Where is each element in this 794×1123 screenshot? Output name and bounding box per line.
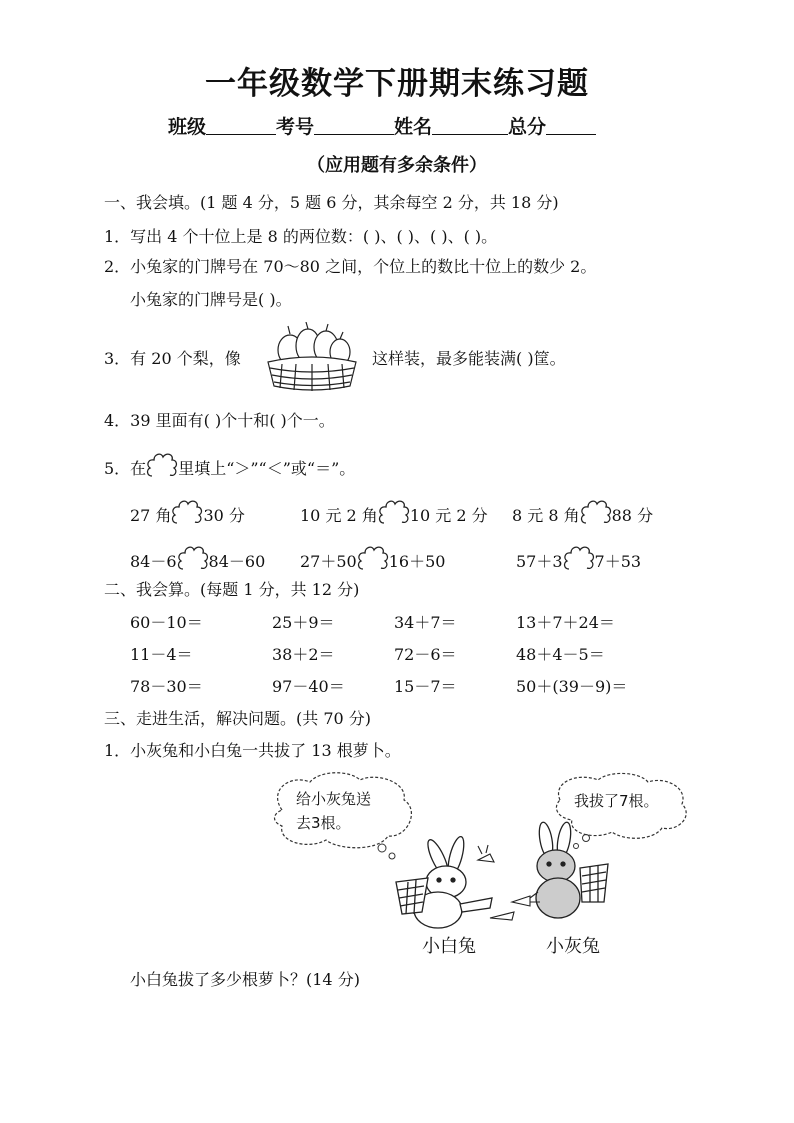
bubble-right-text: 我拔了7根。 (574, 792, 659, 810)
section-2-heading: 二、我会算。(每题 1 分，共 12 分) (104, 580, 360, 599)
compare-right: 7＋53 (594, 552, 642, 571)
flower-answer-box[interactable] (357, 545, 389, 571)
compare-left: 57＋3 (516, 552, 563, 571)
compare-item (516, 545, 641, 572)
class-label: 班级 (168, 116, 207, 138)
score-blank[interactable] (546, 116, 596, 135)
compare-right: 16＋50 (388, 552, 446, 571)
exercise: 48＋4－5＝ (516, 645, 605, 664)
exercise: 38＋2＝ (272, 645, 335, 664)
exercise: 11－4＝ (130, 645, 193, 664)
question-1-5 (104, 452, 355, 479)
page-title: 一年级数学下册期末练习题 (205, 66, 589, 102)
compare-right: 84－60 (208, 552, 266, 571)
flower-answer-box[interactable] (580, 499, 612, 525)
exercise: 60－10＝ (130, 613, 203, 632)
compare-right: 10 元 2 分 (409, 506, 488, 525)
exam-no-label: 考号 (276, 116, 315, 138)
section-1-heading: 一、我会填。(1 题 4 分，5 题 6 分，其余每空 2 分，共 18 分) (104, 193, 559, 212)
pear-basket-image (266, 322, 358, 392)
gray-rabbit-icon (536, 821, 608, 918)
name-blank[interactable] (432, 116, 508, 135)
subtitle: （应用题有多余条件） (307, 155, 487, 176)
student-info-line (168, 112, 596, 139)
compare-left: 10 元 2 角 (300, 506, 378, 525)
exam-no-blank[interactable] (314, 116, 394, 135)
question-1-5-start: 5．在 (104, 459, 147, 478)
label-white-rabbit: 小白兔 (422, 936, 476, 957)
question-1-1: 1．写出 4 个十位上是 8 的两位数：( )、( )、( )、( )。 (104, 227, 498, 246)
compare-right: 30 分 (203, 506, 245, 525)
question-3-1-ask: 小白兔拔了多少根萝卜？(14 分) (130, 970, 360, 989)
exercise: 15－7＝ (394, 677, 457, 696)
question-1-3-start: 3．有 20 个梨，像 (104, 349, 241, 368)
compare-left: 84－6 (130, 552, 177, 571)
compare-left: 27＋50 (300, 552, 357, 571)
exercise: 78－30＝ (130, 677, 203, 696)
compare-item (512, 499, 653, 526)
flower-blank-icon (146, 452, 178, 478)
bubble-left-line-1: 给小灰兔送 (296, 790, 372, 808)
flower-answer-box[interactable] (378, 499, 410, 525)
compare-item (130, 499, 245, 526)
question-1-5-end: 里填上“＞”“＜”或“＝”。 (178, 459, 356, 478)
class-blank[interactable] (206, 116, 276, 135)
exercise: 25＋9＝ (272, 613, 335, 632)
exercise: 97－40＝ (272, 677, 345, 696)
question-1-2: 2．小兔家的门牌号在 70～80 之间，个位上的数比十位上的数少 2。 (104, 257, 597, 276)
exercise: 50＋(39－9)＝ (516, 677, 628, 696)
exercise: 13＋7＋24＝ (516, 613, 615, 632)
flower-answer-box[interactable] (177, 545, 209, 571)
question-1-2-answer-line: 小兔家的门牌号是( )。 (130, 290, 292, 309)
exercise: 72－6＝ (394, 645, 457, 664)
question-1-3-end: 这样装，最多能装满( )筐。 (372, 349, 566, 368)
compare-item (300, 499, 488, 526)
name-label: 姓名 (394, 116, 433, 138)
white-rabbit-icon (396, 835, 492, 928)
compare-left: 8 元 8 角 (512, 506, 580, 525)
question-3-1: 1．小灰兔和小白兔一共拔了 13 根萝卜。 (104, 741, 401, 760)
compare-item (300, 545, 445, 572)
exercise: 34＋7＝ (394, 613, 457, 632)
label-gray-rabbit: 小灰兔 (546, 936, 600, 957)
flower-answer-box[interactable] (563, 545, 595, 571)
score-label: 总分 (508, 116, 547, 138)
compare-item (130, 545, 265, 572)
compare-right: 88 分 (611, 506, 654, 525)
question-1-4: 4．39 里面有( )个十和( )个一。 (104, 411, 335, 430)
bubble-left-line-2: 去3根。 (296, 814, 351, 832)
section-3-heading: 三、走进生活，解决问题。(共 70 分) (104, 709, 372, 728)
compare-left: 27 角 (130, 506, 172, 525)
flower-answer-box[interactable] (171, 499, 203, 525)
speech-bubble-left (275, 773, 412, 848)
